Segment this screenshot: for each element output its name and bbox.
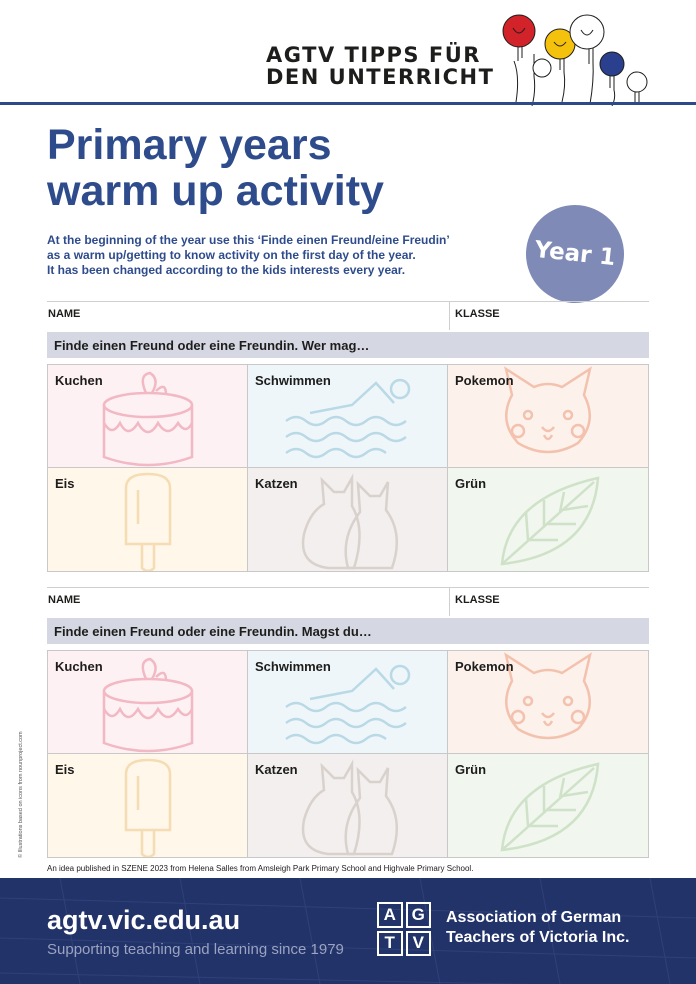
logo-letter: G (406, 902, 432, 928)
logo-letter: A (377, 902, 403, 928)
cell-label: Kuchen (55, 659, 103, 674)
grid-cell-schwimmen[interactable] (248, 651, 448, 754)
page-title (47, 122, 487, 214)
grid-cell-katzen[interactable] (248, 754, 448, 857)
intro-text (47, 233, 517, 278)
logo-letter: T (377, 931, 403, 957)
name-row (47, 301, 649, 329)
intro-line: as a warm up/getting to know activity on the first day of the year. (47, 248, 416, 262)
page-title-line1: Primary years (47, 121, 332, 169)
cell-label: Grün (455, 762, 487, 777)
cell-label: Kuchen (55, 373, 103, 388)
grid-cell-kuchen[interactable] (48, 365, 248, 468)
cell-label: Katzen (255, 762, 298, 777)
cell-label: Katzen (255, 476, 298, 491)
light-bulbs-illustration (494, 6, 654, 106)
cell-label: Pokemon (455, 373, 514, 388)
header-title (266, 44, 496, 88)
illustration-credit: © Illustrations based on icons from nounproject.com (18, 731, 24, 858)
intro-line: At the beginning of the year use this ‘Finde einen Freund/eine Freudin’ (47, 233, 450, 247)
cell-label: Pokemon (455, 659, 514, 674)
footer (0, 878, 696, 984)
name-divider (449, 302, 450, 330)
footer-tagline: Supporting teaching and learning since 1979 (47, 941, 344, 958)
year-badge: Year 1 (521, 200, 629, 308)
header-title-line1: AGTV TIPPS FÜR (266, 43, 481, 67)
grid-cell-eis[interactable] (48, 754, 248, 857)
name-divider (449, 588, 450, 616)
intro-line: It has been changed according to the kids interests every year. (47, 263, 406, 277)
credit-text: An idea published in SZENE 2023 from Helena Salles from Amsleigh Park Primary School and Highvale Primary School. (47, 864, 474, 873)
grid-cell-kuchen[interactable] (48, 651, 248, 754)
grid-cell-gruen[interactable] (448, 468, 648, 571)
grid-cell-schwimmen[interactable] (248, 365, 448, 468)
question-bar: Finde einen Freund oder eine Freundin. Wer mag… (47, 332, 649, 358)
grid-cell-pokemon[interactable] (448, 365, 648, 468)
activity-grid (47, 650, 649, 858)
header-rule (0, 102, 696, 105)
cell-label: Eis (55, 476, 75, 491)
cell-label: Grün (455, 476, 487, 491)
grid-cell-katzen[interactable] (248, 468, 448, 571)
grid-cell-eis[interactable] (48, 468, 248, 571)
association-line1: Association of German (446, 909, 622, 926)
activity-grid (47, 364, 649, 572)
grid-cell-gruen[interactable] (448, 754, 648, 857)
association-name (446, 908, 676, 948)
header-title-line2: DEN UNTERRICHT (266, 65, 495, 89)
ice-cream-icon (48, 468, 248, 571)
logo-letter: V (406, 931, 432, 957)
klasse-label: KLASSE (455, 308, 500, 320)
klasse-label: KLASSE (455, 594, 500, 606)
cell-label: Schwimmen (255, 373, 331, 388)
cell-label: Eis (55, 762, 75, 777)
page-title-line2: warm up activity (47, 167, 384, 215)
website-link[interactable]: agtv.vic.edu.au (47, 905, 241, 935)
ice-cream-icon (48, 754, 248, 857)
grid-cell-pokemon[interactable] (448, 651, 648, 754)
name-label: NAME (48, 308, 81, 320)
name-row (47, 587, 649, 615)
question-bar: Finde einen Freund oder eine Freundin. Magst du… (47, 618, 649, 644)
cell-label: Schwimmen (255, 659, 331, 674)
name-label: NAME (48, 594, 81, 606)
agtv-logo (377, 902, 431, 956)
association-line2: Teachers of Victoria Inc. (446, 929, 630, 946)
